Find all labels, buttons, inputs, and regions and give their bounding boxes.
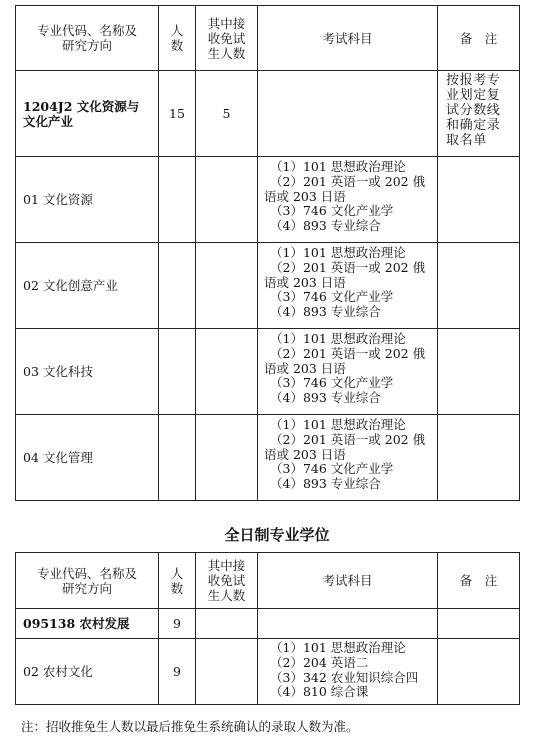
major-count: 15 <box>159 71 196 157</box>
direction-exempt <box>196 329 258 415</box>
table-row <box>16 157 520 243</box>
header-exempt: 其中接 收免试 生人数 <box>196 6 258 71</box>
direction-exempt <box>196 415 258 501</box>
direction-count <box>159 243 196 329</box>
direction-count: 9 <box>159 639 196 705</box>
major-exempt <box>196 609 258 639</box>
section-title: 全日制专业学位 <box>224 526 330 544</box>
table-header-row <box>16 6 520 71</box>
direction-remark <box>438 329 520 415</box>
direction-exempt <box>196 243 258 329</box>
header-subjects: 考试科目 <box>258 553 438 609</box>
header-remark: 备 注 <box>438 6 520 71</box>
major-remark: 按报考专 业划定复 试分数线 和确定录 取名单 <box>438 71 520 157</box>
header-subjects: 考试科目 <box>258 6 438 71</box>
direction-exempt <box>196 639 258 705</box>
table-row-major <box>16 609 520 639</box>
direction-subjects: （1）101 思想政治理论 （2）204 英语二 （3）342 农业知识综合四 （4）810 综合课 <box>258 639 438 705</box>
direction-name: 02 农村文化 <box>16 639 159 705</box>
major-count: 9 <box>159 609 196 639</box>
table-row-major <box>16 71 520 157</box>
header-exempt: 其中接 收免试 生人数 <box>196 553 258 609</box>
table-row <box>16 329 520 415</box>
major-exempt: 5 <box>196 71 258 157</box>
major-name: 1204J2 文化资源与 文化产业 <box>16 71 159 157</box>
direction-name: 02 文化创意产业 <box>16 243 159 329</box>
direction-subjects: （1）101 思想政治理论 （2）201 英语一或 202 俄 语或 203 日语 （3）746 文化产业学 （4）893 专业综合 <box>258 157 438 243</box>
direction-remark <box>438 243 520 329</box>
header-count: 人 数 <box>159 553 196 609</box>
direction-exempt <box>196 157 258 243</box>
direction-remark <box>438 415 520 501</box>
major-subjects <box>258 71 438 157</box>
admissions-table-professional <box>15 552 520 705</box>
header-major: 专业代码、名称及 研究方向 <box>16 6 159 71</box>
admissions-table-academic <box>15 5 520 501</box>
major-subjects <box>258 609 438 639</box>
direction-remark <box>438 157 520 243</box>
direction-name: 01 文化资源 <box>16 157 159 243</box>
direction-subjects: （1）101 思想政治理论 （2）201 英语一或 202 俄 语或 203 日语 （3）746 文化产业学 （4）893 专业综合 <box>258 243 438 329</box>
major-remark <box>438 609 520 639</box>
table-header-row <box>16 553 520 609</box>
header-major: 专业代码、名称及 研究方向 <box>16 553 159 609</box>
direction-remark <box>438 639 520 705</box>
header-count: 人 数 <box>159 6 196 71</box>
direction-count <box>159 415 196 501</box>
header-remark: 备 注 <box>438 553 520 609</box>
direction-count <box>159 329 196 415</box>
table-row <box>16 639 520 705</box>
direction-name: 04 文化管理 <box>16 415 159 501</box>
table-row <box>16 415 520 501</box>
footnote: 注：招收推免生人数以最后推免生系统确认的录取人数为准。 <box>21 719 359 734</box>
major-name: 095138 农村发展 <box>16 609 159 639</box>
direction-subjects: （1）101 思想政治理论 （2）201 英语一或 202 俄 语或 203 日语 （3）746 文化产业学 （4）893 专业综合 <box>258 329 438 415</box>
table-row <box>16 243 520 329</box>
direction-count <box>159 157 196 243</box>
direction-name: 03 文化科技 <box>16 329 159 415</box>
direction-subjects: （1）101 思想政治理论 （2）201 英语一或 202 俄 语或 203 日语 （3）746 文化产业学 （4）893 专业综合 <box>258 415 438 501</box>
